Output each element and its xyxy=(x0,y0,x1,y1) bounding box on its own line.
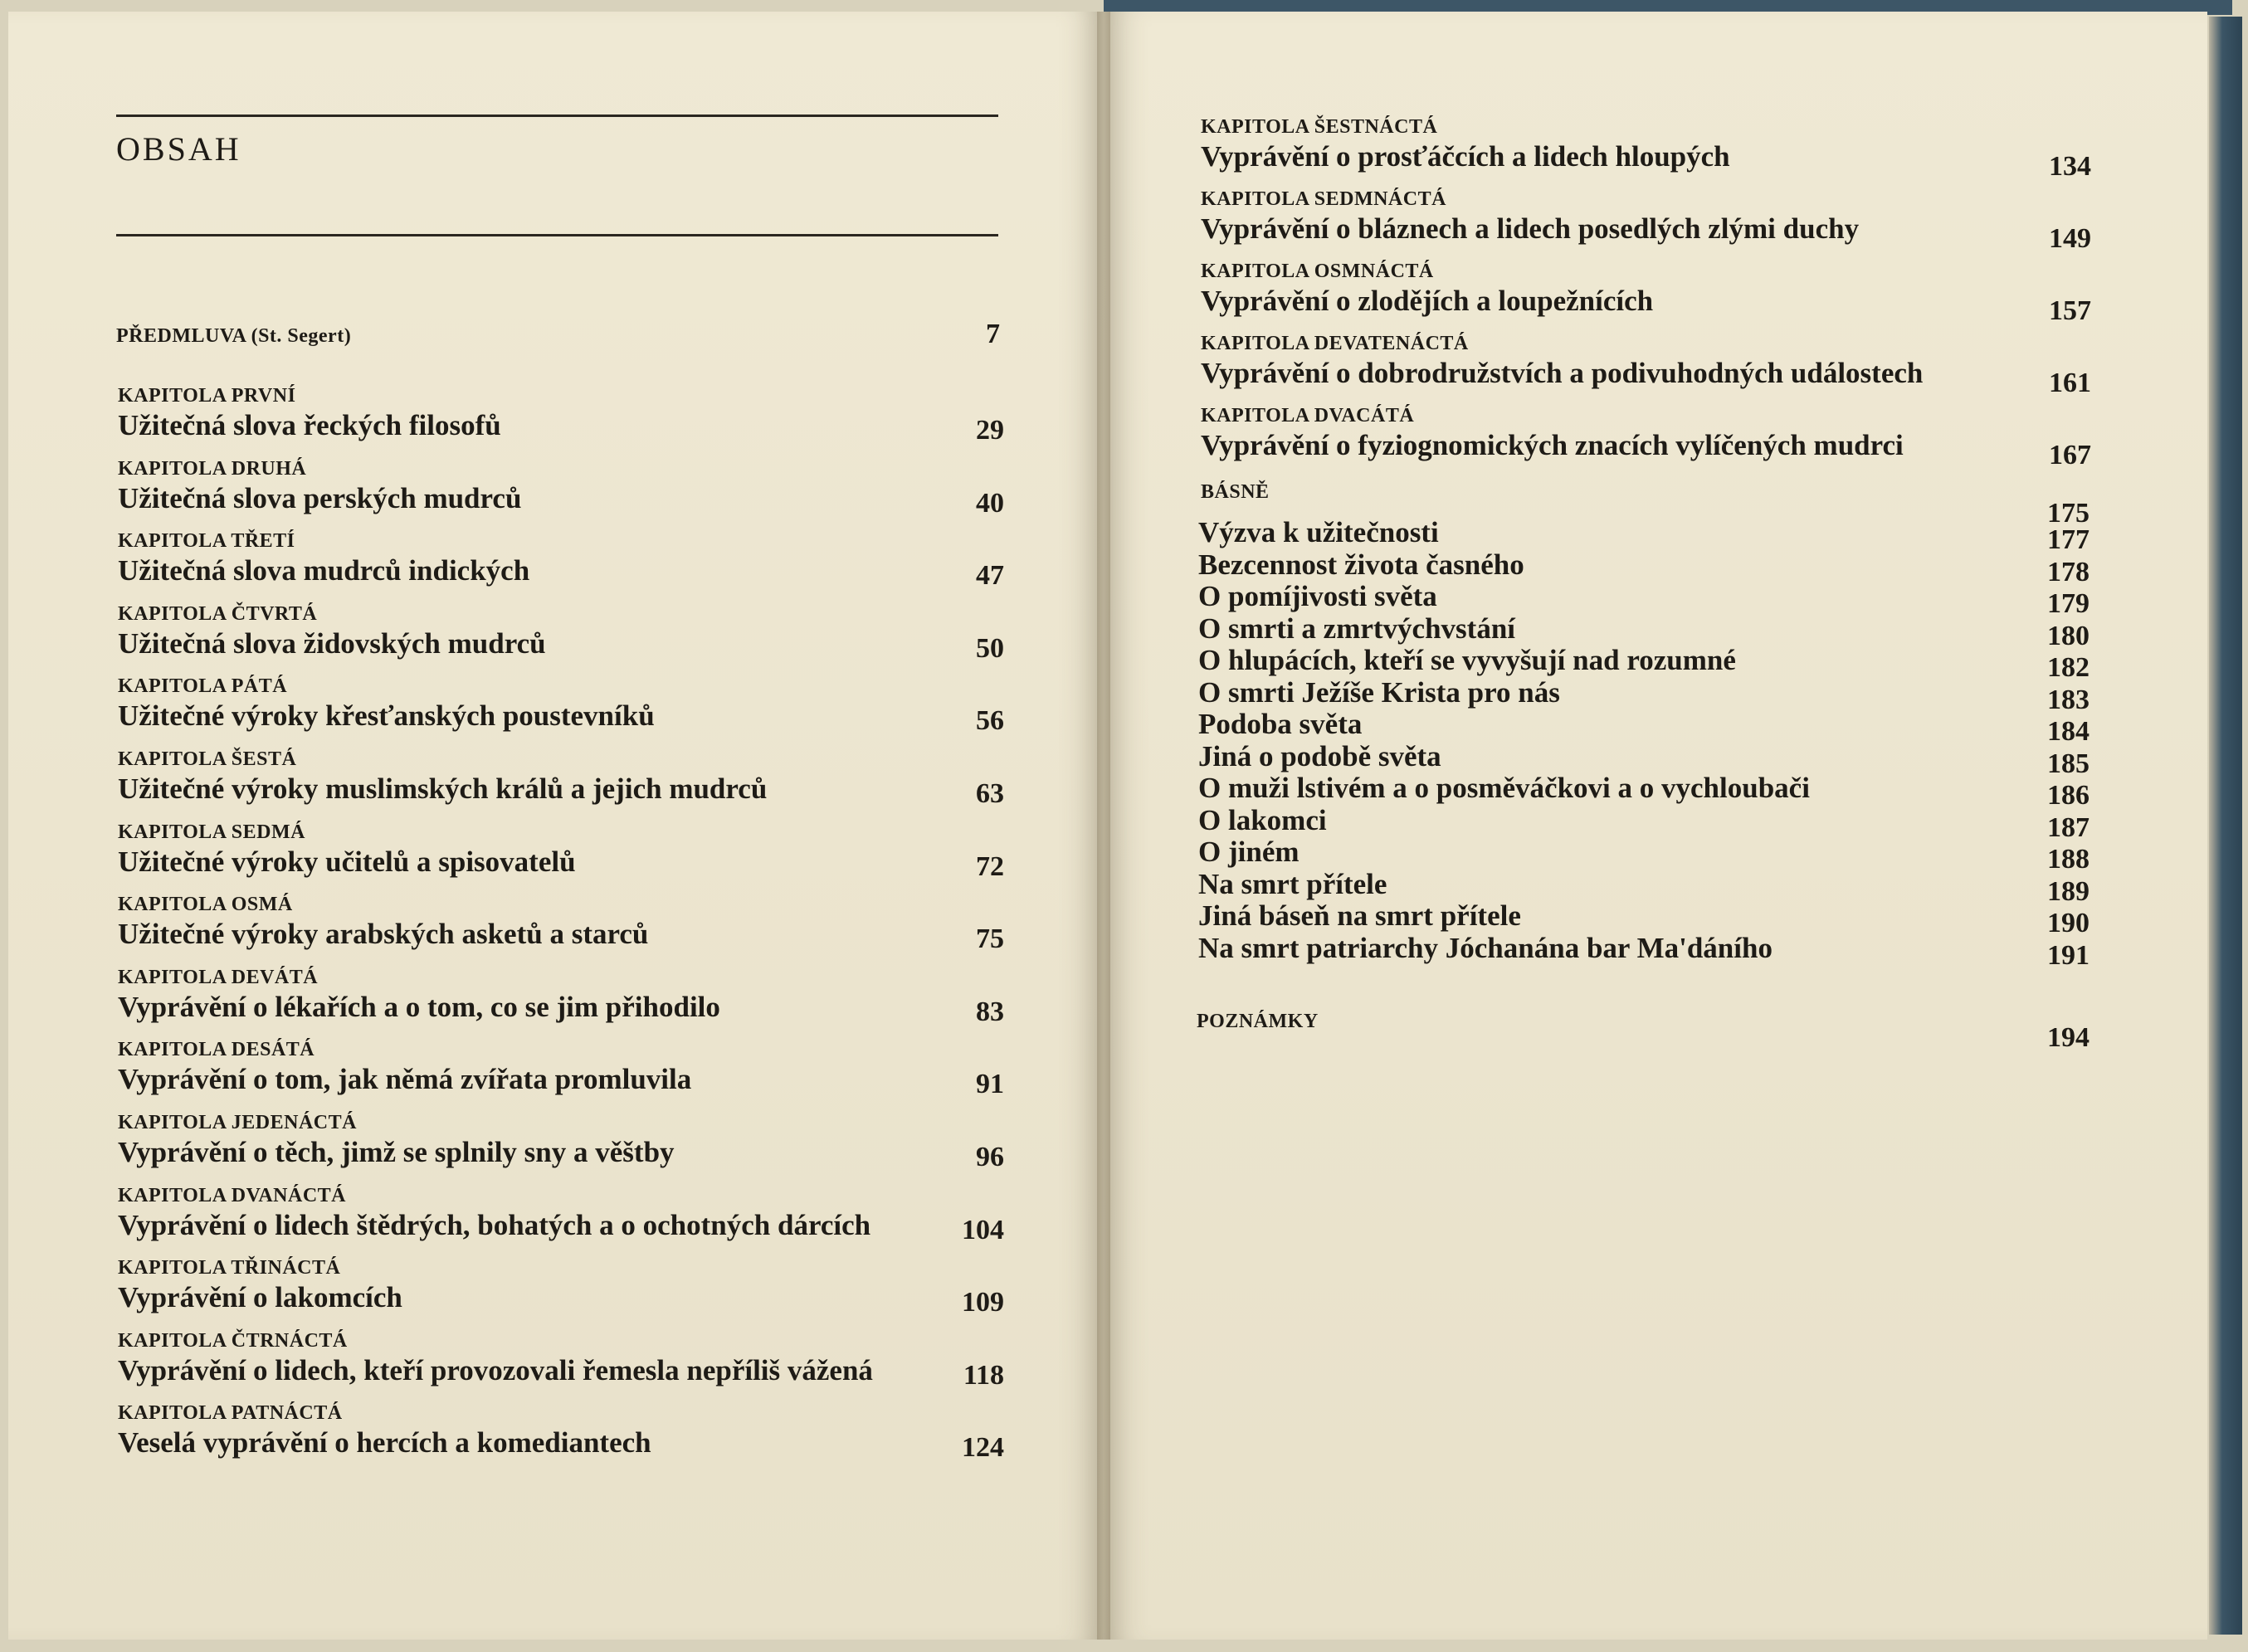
poem-title: O hlupácích, kteří se vyvyšují nad rozumné xyxy=(1198,644,1736,676)
chapter-page-number: 83 xyxy=(976,996,1004,1027)
toc-entry xyxy=(118,1328,873,1388)
chapter-page-number: 63 xyxy=(976,778,1004,809)
chapter-label: KAPITOLA TŘINÁCTÁ xyxy=(118,1257,341,1279)
chapter-page-number: 56 xyxy=(976,705,1004,737)
chapter-page-number: 118 xyxy=(963,1359,1004,1391)
notes-label: POZNÁMKY xyxy=(1197,1011,1319,1032)
poem-page-number: 189 xyxy=(2047,875,2090,907)
chapter-page-number: 157 xyxy=(2049,295,2091,326)
chapter-title: Vyprávění o lidech štědrých, bohatých a o ochotných dárcích xyxy=(118,1208,871,1241)
poem-title: Jiná báseň na smrt přítele xyxy=(1198,899,1521,932)
notes-page: 194 xyxy=(2047,1022,2090,1053)
poem-page-number: 186 xyxy=(2047,780,2090,811)
poem-title: Jiná o podobě světa xyxy=(1198,739,1441,772)
toc-entry xyxy=(118,383,501,443)
chapter-title: Vyprávění o fyziognomických znacích vylíčených mudrci xyxy=(1201,429,1904,461)
toc-entry xyxy=(118,892,648,952)
heading-bottom-rule xyxy=(116,234,998,236)
chapter-label: KAPITOLA PRVNÍ xyxy=(118,385,296,407)
chapter-label: KAPITOLA DVACÁTÁ xyxy=(1201,405,1415,426)
toc-entry xyxy=(118,965,720,1025)
chapter-label: KAPITOLA DEVÁTÁ xyxy=(118,966,319,988)
chapter-label: KAPITOLA PATNÁCTÁ xyxy=(118,1402,343,1425)
chapter-label: KAPITOLA SEDMÁ xyxy=(118,821,305,843)
poem-page-number: 179 xyxy=(2047,588,2090,619)
chapter-label: KAPITOLA ŠESTNÁCTÁ xyxy=(1201,116,1438,138)
chapter-title: Užitečné výroky křesťanských poustevníků xyxy=(118,699,655,733)
toc-entry xyxy=(1201,259,1653,319)
chapter-title: Užitečné výroky učitelů a spisovatelů xyxy=(118,845,576,878)
poem-page-number: 190 xyxy=(2047,908,2090,938)
toc-entry xyxy=(118,674,655,733)
poem-title: O muži lstivém a o posměváčkovi a o vychloubači xyxy=(1198,772,1810,804)
poem-title: O pomíjivosti světa xyxy=(1198,580,1437,612)
chapter-page-number: 91 xyxy=(976,1069,1004,1100)
chapter-page-number: 109 xyxy=(962,1287,1004,1318)
poem-title: O smrti Ježíše Krista pro nás xyxy=(1198,675,1560,709)
book-gutter xyxy=(1097,12,1110,1640)
toc-entry xyxy=(118,747,767,807)
chapter-page-number: 50 xyxy=(976,632,1004,664)
toc-entry xyxy=(1201,187,1859,246)
poems-section-page: 175 xyxy=(2047,498,2090,529)
chapter-title: Vyprávění o lakomcích xyxy=(118,1281,402,1314)
preface-page: 7 xyxy=(986,319,1000,349)
chapter-label: KAPITOLA DRUHÁ xyxy=(118,457,307,480)
page-heading: OBSAH xyxy=(116,130,241,168)
chapter-label: KAPITOLA DESÁTÁ xyxy=(118,1039,315,1061)
chapter-label: KAPITOLA ŠESTÁ xyxy=(118,748,297,770)
poem-page-number: 184 xyxy=(2047,716,2090,747)
poem-title: Podoba světa xyxy=(1198,708,1363,740)
chapter-title: Vyprávění o dobrodružstvích a podivuhodných událostech xyxy=(1201,357,1924,389)
poem-page-number: 188 xyxy=(2047,844,2090,875)
chapter-title: Vyprávění o lékařích a o tom, co se jim přihodilo xyxy=(118,990,720,1023)
poem-page-number: 187 xyxy=(2047,811,2090,843)
heading-top-rule xyxy=(116,115,998,117)
toc-entry xyxy=(118,456,521,516)
chapter-page-number: 96 xyxy=(976,1142,1004,1172)
book-cover-edge-right xyxy=(2209,17,2242,1635)
chapter-page-number: 72 xyxy=(976,850,1004,882)
chapter-title: Vyprávění o zlodějích a loupežnících xyxy=(1201,285,1654,317)
chapter-page-number: 104 xyxy=(962,1214,1004,1245)
toc-entry xyxy=(118,1037,691,1097)
chapter-label: KAPITOLA OSMÁ xyxy=(118,894,293,916)
chapter-page-number: 149 xyxy=(2049,223,2091,254)
chapter-label: KAPITOLA PÁTÁ xyxy=(118,675,288,698)
toc-entry xyxy=(1201,115,1730,174)
poem-page-number: 177 xyxy=(2047,524,2090,555)
chapter-label: KAPITOLA ČTVRTÁ xyxy=(118,602,318,625)
chapter-title: Užitečná slova mudrců indických xyxy=(118,554,530,587)
chapter-page-number: 40 xyxy=(976,487,1004,519)
poem-title: Na smrt přítele xyxy=(1198,867,1387,900)
chapter-title: Vyprávění o lidech, kteří provozovali řemesla nepříliš vážená xyxy=(118,1353,873,1386)
poem-page-number: 178 xyxy=(2047,556,2090,587)
poem-title: O lakomci xyxy=(1198,803,1327,836)
chapter-title: Užitečná slova řeckých filosofů xyxy=(118,409,501,441)
chapter-label: KAPITOLA TŘETÍ xyxy=(118,530,295,553)
poem-page-number: 191 xyxy=(2047,939,2090,971)
poem-title: O jiném xyxy=(1198,836,1300,868)
toc-entry xyxy=(118,1255,402,1315)
chapter-label: KAPITOLA ČTRNÁCTÁ xyxy=(118,1329,348,1352)
poem-title: Na smrt patriarchy Jóchanána bar Ma'dáního xyxy=(1198,931,1773,964)
poem-title: Bezcennost života časného xyxy=(1198,548,1524,581)
poem-page-number: 182 xyxy=(2047,652,2090,683)
toc-entry xyxy=(118,1183,870,1243)
toc-entry xyxy=(118,820,576,880)
chapter-page-number: 167 xyxy=(2049,440,2091,470)
toc-entry xyxy=(1201,331,1923,391)
toc-entry xyxy=(118,602,546,661)
chapter-page-number: 124 xyxy=(962,1432,1004,1464)
chapter-title: Vyprávění o prosťáčcích a lidech hloupých xyxy=(1201,140,1730,173)
chapter-title: Užitečné výroky arabských asketů a starců xyxy=(118,918,649,951)
poem-page-number: 180 xyxy=(2047,620,2090,651)
chapter-label: KAPITOLA OSMNÁCTÁ xyxy=(1201,261,1434,282)
chapter-label: KAPITOLA DVANÁCTÁ xyxy=(118,1184,346,1206)
chapter-title: Užitečné výroky muslimských králů a jejich mudrců xyxy=(118,772,768,805)
chapter-page-number: 75 xyxy=(976,923,1004,955)
poem-page-number: 183 xyxy=(2047,684,2090,715)
poems-section-label: BÁSNĚ xyxy=(1201,481,1270,503)
toc-entry xyxy=(1201,403,1904,463)
poem-title: Výzva k užitečnosti xyxy=(1198,516,1439,548)
preface-label: PŘEDMLUVA (St. Segert) xyxy=(116,325,352,347)
chapter-title: Vyprávění o těch, jimž se splnily sny a věštby xyxy=(118,1136,675,1168)
chapter-page-number: 134 xyxy=(2049,151,2091,182)
chapter-title: Užitečná slova židovských mudrců xyxy=(118,626,546,660)
poem-title: O smrti a zmrtvýchvstání xyxy=(1198,612,1516,645)
chapter-title: Užitečná slova perských mudrců xyxy=(118,481,522,514)
chapter-page-number: 161 xyxy=(2049,368,2091,398)
chapter-page-number: 29 xyxy=(976,415,1004,446)
chapter-label: KAPITOLA JEDENÁCTÁ xyxy=(118,1112,357,1133)
chapter-page-number: 47 xyxy=(976,560,1004,592)
toc-entry xyxy=(118,1110,675,1170)
chapter-title: Veselá vyprávění o hercích a komediantech xyxy=(118,1426,651,1460)
toc-entry xyxy=(118,529,529,588)
chapter-label: KAPITOLA SEDMNÁCTÁ xyxy=(1201,188,1446,210)
poem-page-number: 185 xyxy=(2047,748,2090,779)
toc-entry xyxy=(118,1401,651,1460)
chapter-title: Vyprávění o bláznech a lidech posedlých zlými duchy xyxy=(1201,212,1860,245)
chapter-label: KAPITOLA DEVATENÁCTÁ xyxy=(1201,333,1469,354)
chapter-title: Vyprávění o tom, jak němá zvířata promluvila xyxy=(118,1063,692,1096)
